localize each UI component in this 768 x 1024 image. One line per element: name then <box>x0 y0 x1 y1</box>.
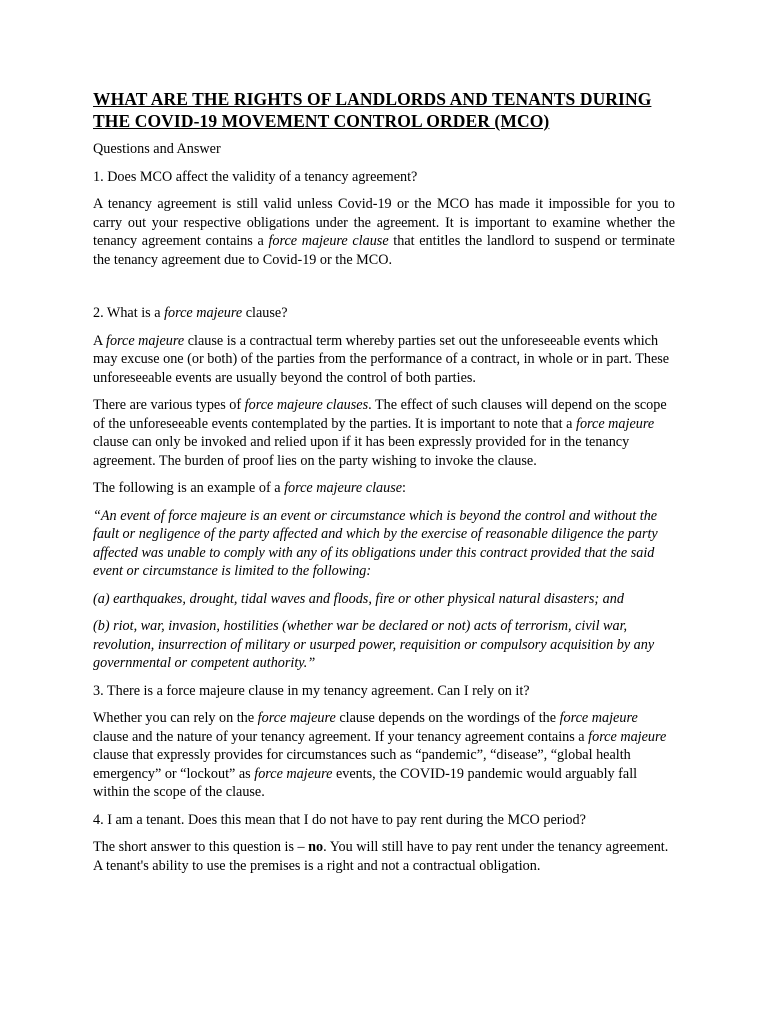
answer-2-paragraph-2: There are various types of force majeure clauses. The effect of such clauses will depend on the scope of the unforeseeable events contemplated by the parties. It is important to note that a force majeure clause can only be invoked and relied upon if it has been expressly provided for in the tenancy agreement. The burden of proof lies on the party wishing to invoke the clause. <box>93 397 667 469</box>
question-2: 2. What is a force majeure clause? <box>93 305 288 321</box>
example-clause-quote: “An event of force majeure is an event or circumstance which is beyond the control and without the fault or negligence of the party affected and which by the exercise of reasonable diligence the party affected was unable to comply with any of its obligations under this contract provided that the said event or circumstance is limited to the following: <box>93 507 658 579</box>
emphasis: force majeure clauses <box>244 397 369 413</box>
emphasis: force majeure <box>576 415 655 432</box>
answer-2-paragraph-1: A force majeure clause is a contractual term whereby parties set out the unforeseeable events which may excuse one (or both) of the parties from the performance of a contract, in whole or in part. These unforeseeable events are usually beyond the control of both parties. <box>93 332 670 386</box>
answer-4: The short answer to this question is – no. You will still have to pay rent under the tenancy agreement. A tenant's ability to use the premises is a right and not a contractual obligation. <box>93 839 669 874</box>
emphasis: force majeure clause <box>268 233 389 249</box>
answer-2-paragraph-3: The following is an example of a force majeure clause: <box>93 480 406 496</box>
document-subtitle: Questions and Answer <box>93 141 221 157</box>
strong-answer: no <box>308 839 324 855</box>
emphasis: force majeure <box>106 332 185 349</box>
emphasis: force majeure clause <box>284 480 403 496</box>
example-clause-item-a: (a) earthquakes, drought, tidal waves and floods, fire or other physical natural disasters; and <box>93 590 624 607</box>
question-1: 1. Does MCO affect the validity of a tenancy agreement? <box>93 168 418 185</box>
emphasis: force majeure <box>559 710 638 726</box>
emphasis: force majeure <box>588 728 667 745</box>
example-clause-item-b: (b) riot, war, invasion, hostilities (whether war be declared or not) acts of terrorism, civil war, revolution, insurrection of military or usurped power, requisition or compulsory acquisition by any governmental or competent authority.” <box>93 618 655 671</box>
emphasis: force majeure <box>254 765 333 782</box>
question-3: 3. There is a force majeure clause in my tenancy agreement. Can I rely on it? <box>93 682 530 699</box>
document-body <box>93 88 675 884</box>
emphasis: force majeure <box>164 305 243 321</box>
emphasis: force majeure <box>257 710 336 726</box>
spacer <box>93 278 675 304</box>
document-title: WHAT ARE THE RIGHTS OF LANDLORDS AND TENANTS DURING THE COVID-19 MOVEMENT CONTROL ORDER (MCO) <box>93 89 652 131</box>
question-4: 4. I am a tenant. Does this mean that I do not have to pay rent during the MCO period? <box>93 811 586 828</box>
answer-1: A tenancy agreement is still valid unless Covid-19 or the MCO has made it impossible for you to carry out your respective obligations under the agreement. It is important to examine whether the tenancy agreement contains a force majeure clause that entitles the landlord to suspend or terminate the tenancy agreement due to Covid-19 or the MCO. <box>93 196 675 268</box>
answer-3: Whether you can rely on the force majeure clause depends on the wordings of the force majeure clause and the nature of your tenancy agreement. If your tenancy agreement contains a force majeure clause that expressly provides for circumstances such as “pandemic”, “disease”, “global health emergency” or “lockout” as force majeure events, the COVID-19 pandemic would arguably fall within the scope of the clause. <box>93 710 667 800</box>
